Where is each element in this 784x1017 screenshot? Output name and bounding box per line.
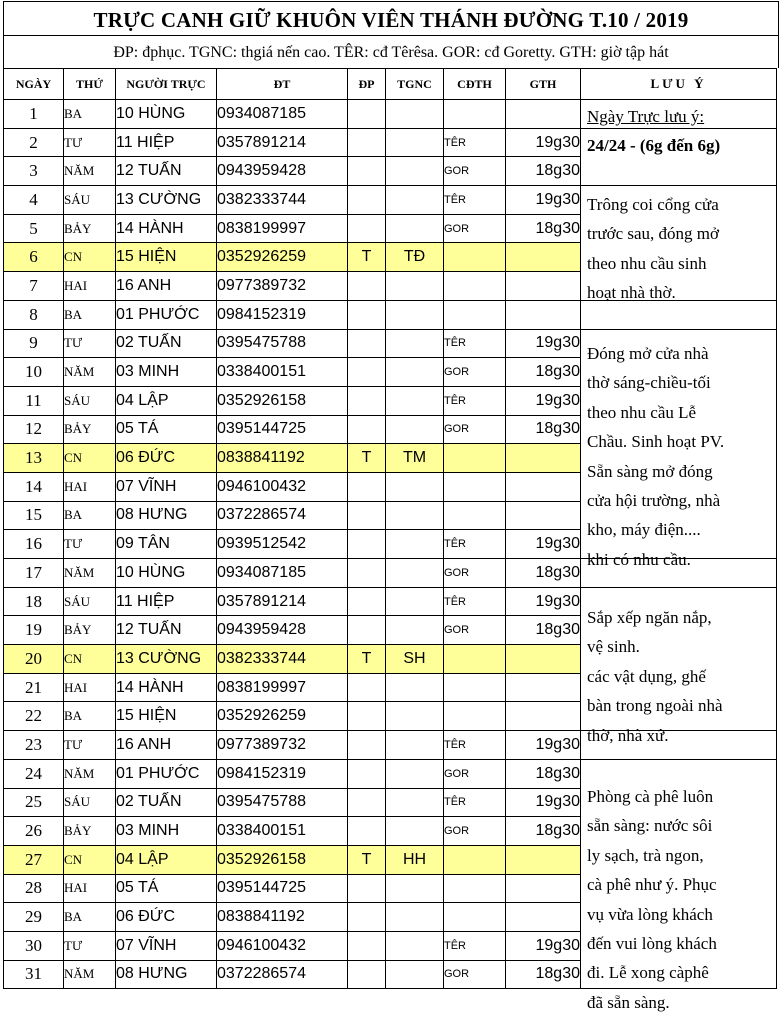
row-cdth: GOR (444, 415, 506, 444)
row-person: 15 HIỆN (116, 702, 217, 731)
row-gth: 18g30 (506, 616, 581, 645)
row-person: 07 VĨNH (116, 931, 217, 960)
row-cdth: GOR (444, 214, 506, 243)
row-weekday: BẢY (64, 616, 116, 645)
row-dp (348, 931, 386, 960)
row-weekday: NĂM (64, 960, 116, 989)
row-day: 9 (4, 329, 64, 358)
row-day: 25 (4, 788, 64, 817)
row-phone: 0984152319 (217, 759, 348, 788)
row-weekday: HAI (64, 272, 116, 301)
note-line: các vật dụng, ghế (587, 666, 706, 686)
row-tgnc (386, 530, 444, 559)
row-weekday: BA (64, 300, 116, 329)
row-cdth (444, 272, 506, 301)
row-day: 21 (4, 673, 64, 702)
row-day: 1 (4, 100, 64, 129)
note-line: ly sạch, trà ngon, (587, 845, 704, 865)
row-gth: 19g30 (506, 788, 581, 817)
row-phone: 0352926259 (217, 243, 348, 272)
row-weekday: BẢY (64, 817, 116, 846)
row-gth (506, 243, 581, 272)
row-cdth: TÊR (444, 530, 506, 559)
col-header-weekday: THỨ (64, 69, 116, 100)
row-phone: 0372286574 (217, 960, 348, 989)
col-header-notes: LƯU Ý (581, 69, 777, 100)
row-phone: 0838199997 (217, 673, 348, 702)
row-dp: T (348, 243, 386, 272)
row-dp (348, 272, 386, 301)
row-gth (506, 272, 581, 301)
row-day: 7 (4, 272, 64, 301)
row-person: 12 TUẤN (116, 616, 217, 645)
row-cdth: TÊR (444, 788, 506, 817)
note-line: vụ vừa lòng khách (587, 904, 713, 924)
note-line: cửa hội trường, nhà (587, 491, 721, 511)
row-gth: 18g30 (506, 157, 581, 186)
row-weekday: BA (64, 702, 116, 731)
row-tgnc (386, 702, 444, 731)
row-phone: 0395475788 (217, 788, 348, 817)
row-cdth (444, 472, 506, 501)
row-dp (348, 157, 386, 186)
row-day: 18 (4, 587, 64, 616)
row-weekday: TƯ (64, 329, 116, 358)
row-phone: 0357891214 (217, 587, 348, 616)
row-weekday: TƯ (64, 128, 116, 157)
row-gth: 18g30 (506, 960, 581, 989)
row-dp (348, 386, 386, 415)
row-tgnc (386, 358, 444, 387)
row-weekday: HAI (64, 673, 116, 702)
row-dp (348, 186, 386, 215)
row-cdth (444, 501, 506, 530)
row-day: 12 (4, 415, 64, 444)
row-cdth: TÊR (444, 186, 506, 215)
row-phone: 0357891214 (217, 128, 348, 157)
note-line: bàn trong ngoài nhà (587, 696, 723, 716)
row-gth: 19g30 (506, 731, 581, 760)
row-gth: 19g30 (506, 329, 581, 358)
row-day: 11 (4, 386, 64, 415)
row-tgnc (386, 587, 444, 616)
row-day: 22 (4, 702, 64, 731)
row-cdth (444, 702, 506, 731)
row-person: 11 HIỆP (116, 587, 217, 616)
row-tgnc (386, 472, 444, 501)
row-dp (348, 903, 386, 932)
row-cdth (444, 673, 506, 702)
row-day: 8 (4, 300, 64, 329)
row-weekday: BẢY (64, 415, 116, 444)
row-dp (348, 874, 386, 903)
row-cdth: GOR (444, 616, 506, 645)
row-weekday: HAI (64, 472, 116, 501)
row-cdth (444, 100, 506, 129)
note-line: cà phê như ý. Phục (587, 875, 717, 895)
note-duty-hours (587, 102, 720, 161)
row-tgnc (386, 128, 444, 157)
row-day: 19 (4, 616, 64, 645)
row-tgnc (386, 157, 444, 186)
note-line: theo nhu cầu sinh (587, 253, 707, 273)
row-tgnc (386, 100, 444, 129)
row-person: 09 TÂN (116, 530, 217, 559)
row-person: 04 LẬP (116, 845, 217, 874)
row-dp: T (348, 444, 386, 473)
row-day: 10 (4, 358, 64, 387)
row-day: 28 (4, 874, 64, 903)
row-day: 26 (4, 817, 64, 846)
note-line: hoạt nhà thờ. (587, 283, 676, 303)
abbreviation-legend: ĐP: đphục. TGNC: thgiá nến cao. TÊR: cđ Têrêsa. GOR: cđ Goretty. GTH: giờ tập hát (3, 35, 779, 68)
row-cdth: TÊR (444, 731, 506, 760)
row-cdth: GOR (444, 559, 506, 588)
row-gth (506, 903, 581, 932)
row-weekday: NĂM (64, 157, 116, 186)
row-tgnc (386, 415, 444, 444)
row-dp: T (348, 645, 386, 674)
row-tgnc (386, 186, 444, 215)
row-day: 31 (4, 960, 64, 989)
note-line: đã sẵn sàng. (587, 992, 670, 1012)
row-dp (348, 616, 386, 645)
row-dp (348, 358, 386, 387)
row-cdth: TÊR (444, 128, 506, 157)
row-tgnc (386, 759, 444, 788)
row-gth (506, 300, 581, 329)
row-person: 03 MINH (116, 358, 217, 387)
row-dp (348, 501, 386, 530)
row-dp (348, 329, 386, 358)
row-tgnc (386, 616, 444, 645)
col-header-phone: ĐT (217, 69, 348, 100)
row-phone: 0977389732 (217, 272, 348, 301)
row-day: 17 (4, 559, 64, 588)
row-cdth (444, 300, 506, 329)
row-weekday: TƯ (64, 530, 116, 559)
row-tgnc (386, 903, 444, 932)
row-day: 15 (4, 501, 64, 530)
row-gth (506, 444, 581, 473)
row-person: 08 HƯNG (116, 960, 217, 989)
row-weekday: SÁU (64, 587, 116, 616)
header-row (4, 69, 777, 100)
row-tgnc (386, 874, 444, 903)
row-person: 13 CƯỜNG (116, 186, 217, 215)
note-line: sẵn sàng: nước sôi (587, 816, 713, 836)
row-gth: 18g30 (506, 358, 581, 387)
row-gth: 19g30 (506, 186, 581, 215)
row-person: 02 TUẤN (116, 788, 217, 817)
row-cdth: TÊR (444, 329, 506, 358)
row-weekday: SÁU (64, 788, 116, 817)
row-cdth: GOR (444, 759, 506, 788)
row-weekday: NĂM (64, 358, 116, 387)
row-weekday: NĂM (64, 559, 116, 588)
row-dp (348, 214, 386, 243)
row-person: 16 ANH (116, 272, 217, 301)
row-cdth: TÊR (444, 587, 506, 616)
row-dp (348, 731, 386, 760)
row-day: 2 (4, 128, 64, 157)
row-day: 27 (4, 845, 64, 874)
row-person: 11 HIỆP (116, 128, 217, 157)
row-tgnc (386, 329, 444, 358)
row-weekday: BA (64, 100, 116, 129)
row-phone: 0395144725 (217, 874, 348, 903)
row-phone: 0977389732 (217, 731, 348, 760)
row-cdth (444, 874, 506, 903)
note-line: Sẵn sàng mở đóng (587, 461, 713, 481)
note-line: đến vui lòng khách (587, 934, 717, 954)
row-phone: 0984152319 (217, 300, 348, 329)
row-day: 20 (4, 645, 64, 674)
row-gth: 19g30 (506, 128, 581, 157)
row-phone: 0939512542 (217, 530, 348, 559)
row-person: 13 CƯỜNG (116, 645, 217, 674)
row-day: 5 (4, 214, 64, 243)
note-gate (587, 190, 719, 308)
row-tgnc (386, 931, 444, 960)
row-phone: 0372286574 (217, 501, 348, 530)
row-phone: 0395144725 (217, 415, 348, 444)
row-dp (348, 300, 386, 329)
row-cdth (444, 845, 506, 874)
row-dp (348, 960, 386, 989)
row-phone: 0946100432 (217, 931, 348, 960)
row-tgnc: SH (386, 645, 444, 674)
row-day: 23 (4, 731, 64, 760)
row-person: 04 LẬP (116, 386, 217, 415)
row-gth: 18g30 (506, 759, 581, 788)
note-line: Đóng mở cửa nhà (587, 344, 709, 363)
row-cdth: GOR (444, 157, 506, 186)
row-weekday: HAI (64, 874, 116, 903)
note-duty-hours-value: 24/24 - (6g đến 6g) (587, 136, 721, 156)
note-line: Sắp xếp ngăn nắp, (587, 608, 712, 627)
row-gth (506, 472, 581, 501)
row-gth (506, 874, 581, 903)
note-line: Chầu. Sinh hoạt PV. (587, 432, 725, 452)
page-title: TRỰC CANH GIỮ KHUÔN VIÊN THÁNH ĐƯỜNG T.10 / 2019 (3, 1, 779, 35)
row-phone: 0382333744 (217, 186, 348, 215)
row-dp (348, 702, 386, 731)
row-phone: 0943959428 (217, 616, 348, 645)
col-header-tgnc: TGNC (386, 69, 444, 100)
row-cdth: TÊR (444, 931, 506, 960)
row-dp (348, 559, 386, 588)
note-church-doors (587, 339, 724, 574)
note-line: đi. Lễ xong càphê (587, 963, 709, 983)
row-cdth: GOR (444, 817, 506, 846)
row-gth: 19g30 (506, 931, 581, 960)
row-tgnc (386, 731, 444, 760)
row-day: 24 (4, 759, 64, 788)
col-header-day: NGÀY (4, 69, 64, 100)
note-duty-hours-title: Ngày Trực lưu ý: (587, 107, 705, 126)
row-phone: 0934087185 (217, 100, 348, 129)
row-day: 4 (4, 186, 64, 215)
row-phone: 0943959428 (217, 157, 348, 186)
row-tgnc (386, 673, 444, 702)
row-dp (348, 100, 386, 129)
row-cdth: GOR (444, 358, 506, 387)
row-tgnc: TĐ (386, 243, 444, 272)
row-tgnc (386, 817, 444, 846)
row-person: 03 MINH (116, 817, 217, 846)
row-person: 14 HÀNH (116, 673, 217, 702)
row-person: 06 ĐỨC (116, 903, 217, 932)
row-person: 05 TÁ (116, 874, 217, 903)
row-weekday: CN (64, 645, 116, 674)
row-weekday: SÁU (64, 186, 116, 215)
row-person: 01 PHƯỚC (116, 300, 217, 329)
note-line: thờ, nhà xứ. (587, 725, 669, 745)
row-phone: 0338400151 (217, 817, 348, 846)
note-line: Phòng cà phê luôn (587, 787, 714, 806)
row-phone: 0934087185 (217, 559, 348, 588)
row-dp (348, 472, 386, 501)
note-coffee-room (587, 782, 717, 1017)
note-line: theo nhu cầu Lễ (587, 402, 697, 422)
row-tgnc (386, 386, 444, 415)
row-gth: 18g30 (506, 817, 581, 846)
row-phone: 0352926158 (217, 386, 348, 415)
row-weekday: CN (64, 444, 116, 473)
row-dp (348, 759, 386, 788)
row-person: 05 TÁ (116, 415, 217, 444)
row-tgnc (386, 300, 444, 329)
row-gth (506, 100, 581, 129)
row-cdth (444, 645, 506, 674)
col-header-dp: ĐP (348, 69, 386, 100)
note-line: Trông coi cổng cửa (587, 195, 719, 214)
row-gth (506, 702, 581, 731)
note-line: trước sau, đóng mở (587, 224, 720, 244)
row-cdth (444, 243, 506, 272)
row-weekday: BẢY (64, 214, 116, 243)
row-dp (348, 817, 386, 846)
row-gth: 18g30 (506, 559, 581, 588)
row-day: 16 (4, 530, 64, 559)
row-weekday: TƯ (64, 931, 116, 960)
row-cdth: GOR (444, 960, 506, 989)
row-tgnc (386, 960, 444, 989)
col-header-gth: GTH (506, 69, 581, 100)
note-line: kho, máy điện.... (587, 520, 701, 540)
row-weekday: CN (64, 845, 116, 874)
row-weekday: BA (64, 903, 116, 932)
row-weekday: CN (64, 243, 116, 272)
row-phone: 0338400151 (217, 358, 348, 387)
row-person: 07 VĨNH (116, 472, 217, 501)
row-day: 6 (4, 243, 64, 272)
row-gth (506, 645, 581, 674)
row-person: 15 HIỆN (116, 243, 217, 272)
row-dp (348, 788, 386, 817)
row-phone: 0382333744 (217, 645, 348, 674)
row-day: 14 (4, 472, 64, 501)
note-line: vệ sinh. (587, 637, 640, 657)
note-line: thờ sáng-chiều-tối (587, 373, 711, 393)
row-person: 16 ANH (116, 731, 217, 760)
row-tgnc (386, 501, 444, 530)
note-tidying (587, 603, 723, 750)
col-header-person: NGƯỜI TRỰC (116, 69, 217, 100)
row-person: 12 TUẤN (116, 157, 217, 186)
row-tgnc: HH (386, 845, 444, 874)
row-tgnc: TM (386, 444, 444, 473)
col-header-cdth: CĐTH (444, 69, 506, 100)
row-gth: 18g30 (506, 214, 581, 243)
row-phone: 0946100432 (217, 472, 348, 501)
row-day: 30 (4, 931, 64, 960)
row-weekday: TƯ (64, 731, 116, 760)
row-gth: 19g30 (506, 386, 581, 415)
row-gth (506, 845, 581, 874)
row-phone: 0838841192 (217, 903, 348, 932)
row-person: 10 HÙNG (116, 559, 217, 588)
row-cdth (444, 903, 506, 932)
note-line: khi có nhu cầu. (587, 549, 691, 569)
row-dp (348, 587, 386, 616)
row-tgnc (386, 214, 444, 243)
row-weekday: NĂM (64, 759, 116, 788)
row-phone: 0838841192 (217, 444, 348, 473)
row-cdth (444, 444, 506, 473)
row-dp (348, 673, 386, 702)
row-phone: 0352926158 (217, 845, 348, 874)
row-dp (348, 530, 386, 559)
row-day: 3 (4, 157, 64, 186)
row-dp: T (348, 845, 386, 874)
row-gth (506, 501, 581, 530)
row-phone: 0352926259 (217, 702, 348, 731)
row-person: 14 HÀNH (116, 214, 217, 243)
row-dp (348, 128, 386, 157)
row-person: 08 HƯNG (116, 501, 217, 530)
row-gth: 19g30 (506, 530, 581, 559)
row-day: 13 (4, 444, 64, 473)
row-tgnc (386, 272, 444, 301)
row-phone: 0838199997 (217, 214, 348, 243)
row-day: 29 (4, 903, 64, 932)
row-cdth: TÊR (444, 386, 506, 415)
row-person: 06 ĐỨC (116, 444, 217, 473)
row-weekday: SÁU (64, 386, 116, 415)
row-person: 02 TUẤN (116, 329, 217, 358)
row-dp (348, 415, 386, 444)
row-person: 01 PHƯỚC (116, 759, 217, 788)
row-tgnc (386, 559, 444, 588)
row-gth: 19g30 (506, 587, 581, 616)
row-phone: 0395475788 (217, 329, 348, 358)
row-person: 10 HÙNG (116, 100, 217, 129)
row-gth (506, 673, 581, 702)
row-gth: 18g30 (506, 415, 581, 444)
row-tgnc (386, 788, 444, 817)
row-weekday: BA (64, 501, 116, 530)
